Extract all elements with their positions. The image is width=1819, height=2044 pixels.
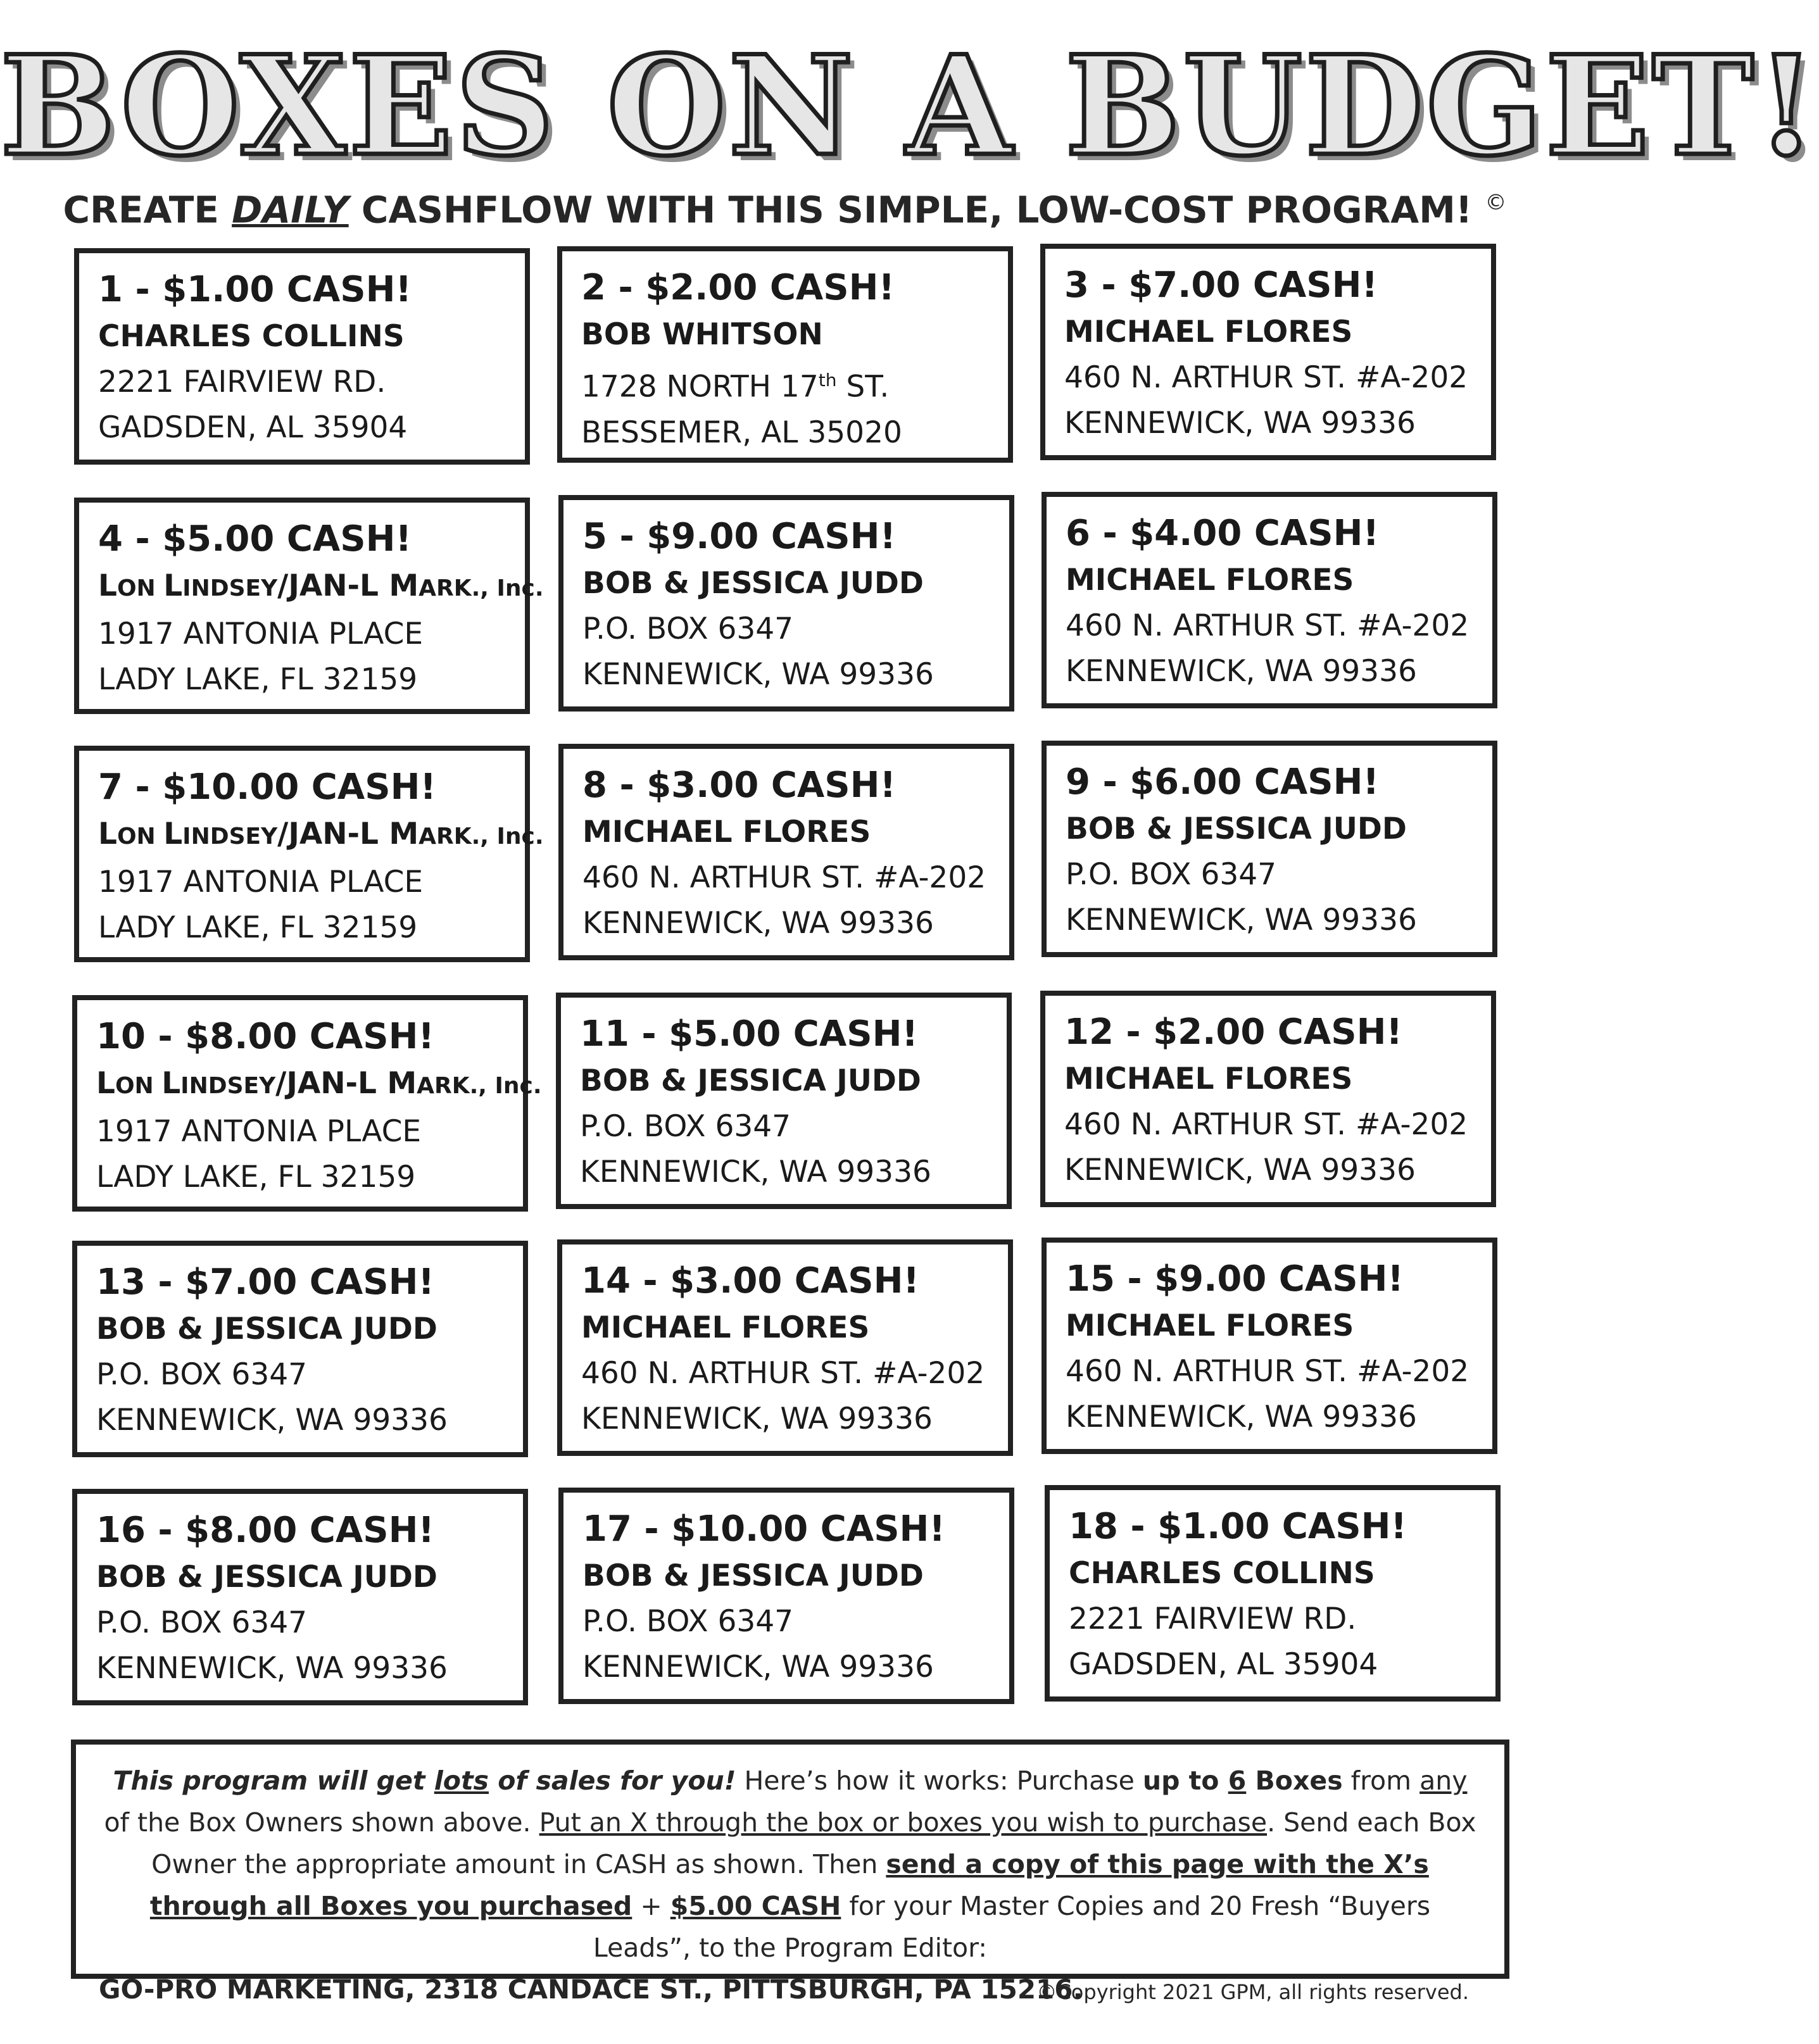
copyright-notice: ©Copyright 2021 GPM, all rights reserved. <box>1036 1980 1469 2004</box>
box-address: 460 N. ARTHUR ST. #A-202 <box>1064 360 1468 395</box>
copyright-mark: © <box>1485 190 1507 215</box>
instructions-box <box>71 1740 1509 2005</box>
box-owner: MICHAEL FLORES <box>1064 315 1353 349</box>
box-1[interactable] <box>74 248 530 465</box>
owner-part: ARK <box>419 575 472 601</box>
box-amount: 4 - $5.00 CASH! <box>98 518 412 560</box>
box-16[interactable] <box>72 1489 528 1705</box>
box-address: P.O. BOX 6347 <box>96 1357 308 1392</box>
box-address: 460 N. ARTHUR ST. #A-202 <box>1064 1107 1468 1142</box>
instr-part: + <box>632 1891 670 1921</box>
box-address: 460 N. ARTHUR ST. #A-202 <box>1066 1354 1470 1389</box>
box-owner: MICHAEL FLORES <box>1066 1308 1354 1343</box>
box-2[interactable] <box>557 246 1013 463</box>
box-7[interactable] <box>74 746 544 962</box>
owner-part: ON <box>116 575 164 601</box>
box-amount: 8 - $3.00 CASH! <box>582 765 897 806</box>
box-3[interactable] <box>1040 244 1496 460</box>
box-owner <box>96 1061 542 1109</box>
box-18[interactable] <box>1045 1485 1501 1702</box>
owner-part: ARK <box>417 1073 470 1099</box>
box-13[interactable] <box>72 1241 528 1457</box>
address-part: ST. <box>836 369 890 404</box>
owner-part: L <box>163 817 183 851</box>
box-city: KENNEWICK, WA 99336 <box>96 1403 448 1438</box>
box-amount: 18 - $1.00 CASH! <box>1069 1506 1407 1547</box>
box-8[interactable] <box>558 744 1014 960</box>
box-city: KENNEWICK, WA 99336 <box>580 1155 931 1189</box>
instr-part: . Send each Box Owner the appropriate amount in CASH as shown. Then <box>151 1807 1476 1879</box>
instr-part: send a copy of this page with the X’s through all Boxes you purchased <box>149 1849 1429 1921</box>
box-amount: 5 - $9.00 CASH! <box>582 516 897 557</box>
subtitle-text: CASHFLOW WITH THIS SIMPLE, LOW-COST PROGRAM! <box>348 188 1473 232</box>
instructions-text <box>99 1760 1482 1969</box>
owner-part: L <box>98 568 117 603</box>
instr-part: up to <box>1142 1765 1228 1796</box>
box-6[interactable] <box>1042 492 1497 708</box>
box-owner <box>98 812 544 860</box>
box-city: KENNEWICK, WA 99336 <box>582 657 934 692</box>
owner-part: ON <box>116 824 164 850</box>
owner-part: ., Inc. <box>471 575 544 601</box>
box-city: GADSDEN, AL 35904 <box>98 410 408 445</box>
box-city: LADY LAKE, FL 32159 <box>98 662 418 697</box>
owner-part: ., Inc. <box>469 1073 542 1099</box>
box-city: KENNEWICK, WA 99336 <box>1064 1153 1416 1188</box>
box-owner: MICHAEL FLORES <box>1064 1062 1353 1096</box>
box-address: 2221 FAIRVIEW RD. <box>98 365 386 399</box>
address-part: 1728 NORTH 17 <box>581 369 819 404</box>
instr-part: of sales for you! <box>488 1765 736 1796</box>
instr-part: Put an X through the box or boxes you wish to purchase <box>539 1807 1268 1838</box>
page-title: BOXES ON A BUDGET! <box>0 25 1819 186</box>
instr-part: 6 <box>1228 1765 1247 1796</box>
subtitle-daily: DAILY <box>232 188 349 232</box>
box-owner: MICHAEL FLORES <box>582 815 871 850</box>
box-9[interactable] <box>1042 741 1497 957</box>
instr-part: $5.00 CASH <box>670 1891 841 1921</box>
owner-part: ON <box>115 1073 162 1099</box>
box-city: LADY LAKE, FL 32159 <box>98 910 418 945</box>
box-city: KENNEWICK, WA 99336 <box>581 1401 933 1436</box>
box-address <box>581 358 1008 410</box>
box-city: BESSEMER, AL 35020 <box>581 415 902 450</box>
box-city: KENNEWICK, WA 99336 <box>582 1650 934 1684</box>
box-owner <box>98 563 544 611</box>
owner-part: ARK <box>419 824 472 850</box>
box-address: 2221 FAIRVIEW RD. <box>1069 1602 1357 1636</box>
address-ordinal: th <box>818 370 837 391</box>
box-amount: 10 - $8.00 CASH! <box>96 1016 434 1057</box>
box-amount: 7 - $10.00 CASH! <box>98 767 436 808</box>
owner-part: INDSEY <box>182 824 278 850</box>
box-amount: 17 - $10.00 CASH! <box>582 1508 945 1550</box>
box-17[interactable] <box>558 1488 1014 1704</box>
instr-part: Here’s how it works: Purchase <box>736 1765 1143 1796</box>
box-address: 1917 ANTONIA PLACE <box>96 1114 422 1149</box>
instr-part: lots <box>434 1765 489 1796</box>
owner-part: /JAN-L M <box>277 817 419 851</box>
instr-part: of the Box Owners shown above. <box>104 1807 539 1838</box>
box-owner: BOB WHITSON <box>581 317 823 352</box>
box-11[interactable] <box>556 993 1012 1209</box>
box-city: KENNEWICK, WA 99336 <box>1066 903 1417 937</box>
box-10[interactable] <box>72 995 542 1212</box>
box-city: KENNEWICK, WA 99336 <box>1064 406 1416 441</box>
box-amount: 15 - $9.00 CASH! <box>1066 1258 1404 1300</box>
box-owner: BOB & JESSICA JUDD <box>96 1312 437 1346</box>
box-owner: BOB & JESSICA JUDD <box>1066 812 1407 846</box>
box-amount: 3 - $7.00 CASH! <box>1064 265 1378 306</box>
box-4[interactable] <box>74 498 544 714</box>
box-city: LADY LAKE, FL 32159 <box>96 1160 416 1194</box>
box-amount: 2 - $2.00 CASH! <box>581 267 895 308</box>
box-owner: MICHAEL FLORES <box>581 1310 870 1345</box>
editor-line <box>99 1969 1482 2010</box>
instr-part: This program will get <box>113 1765 434 1796</box>
box-amount: 1 - $1.00 CASH! <box>98 269 412 310</box>
owner-part: INDSEY <box>180 1073 276 1099</box>
box-address: P.O. BOX 6347 <box>1066 857 1277 892</box>
box-city: KENNEWICK, WA 99336 <box>1066 1400 1417 1434</box>
box-owner: BOB & JESSICA JUDD <box>580 1063 921 1098</box>
box-address: P.O. BOX 6347 <box>582 611 794 646</box>
subtitle-text: CREATE <box>63 188 232 232</box>
box-city: KENNEWICK, WA 99336 <box>1066 654 1417 689</box>
owner-part: /JAN-L M <box>275 1066 417 1101</box>
box-12[interactable] <box>1040 991 1496 1207</box>
box-address: 460 N. ARTHUR ST. #A-202 <box>1066 608 1470 643</box>
box-amount: 14 - $3.00 CASH! <box>581 1260 919 1301</box>
owner-part: INDSEY <box>182 575 278 601</box>
box-address: 460 N. ARTHUR ST. #A-202 <box>581 1356 985 1391</box>
instr-part: for your Master Copies and 20 Fresh “Buyers Leads”, to the Program Editor: <box>593 1891 1431 1963</box>
box-15[interactable] <box>1042 1238 1497 1454</box>
box-owner: BOB & JESSICA JUDD <box>96 1560 437 1595</box>
box-amount: 16 - $8.00 CASH! <box>96 1510 434 1551</box>
box-city: KENNEWICK, WA 99336 <box>96 1651 448 1686</box>
owner-part: L <box>98 817 117 851</box>
box-owner: MICHAEL FLORES <box>1066 563 1354 598</box>
owner-part: L <box>161 1066 181 1101</box>
box-address: 460 N. ARTHUR ST. #A-202 <box>582 860 986 895</box>
box-5[interactable] <box>558 495 1014 712</box>
box-city: GADSDEN, AL 35904 <box>1069 1647 1378 1682</box>
box-address: 1917 ANTONIA PLACE <box>98 617 424 651</box>
box-amount: 9 - $6.00 CASH! <box>1066 762 1380 803</box>
box-city: KENNEWICK, WA 99336 <box>582 906 934 941</box>
box-address: P.O. BOX 6347 <box>580 1109 791 1144</box>
box-address: 1917 ANTONIA PLACE <box>98 865 424 900</box>
box-14[interactable] <box>557 1239 1013 1456</box>
box-owner: BOB & JESSICA JUDD <box>582 566 924 601</box>
box-address: P.O. BOX 6347 <box>96 1605 308 1640</box>
owner-part: ., Inc. <box>471 824 544 850</box>
box-amount: 11 - $5.00 CASH! <box>580 1013 918 1055</box>
instr-part: from <box>1342 1765 1420 1796</box>
box-owner: CHARLES COLLINS <box>1069 1556 1375 1591</box>
box-owner: CHARLES COLLINS <box>98 319 405 354</box>
owner-part: /JAN-L M <box>277 568 419 603</box>
instr-part: any <box>1419 1765 1468 1796</box>
instr-part: Boxes <box>1246 1765 1343 1796</box>
box-address: P.O. BOX 6347 <box>582 1604 794 1639</box>
box-amount: 6 - $4.00 CASH! <box>1066 513 1380 554</box>
box-owner: BOB & JESSICA JUDD <box>582 1558 924 1593</box>
box-amount: 12 - $2.00 CASH! <box>1064 1012 1402 1053</box>
owner-part: L <box>163 568 183 603</box>
program-editor-address: GO-PRO MARKETING, 2318 CANDACE ST., PITTSBURGH, PA 15216. <box>99 1974 1083 2005</box>
box-amount: 13 - $7.00 CASH! <box>96 1262 434 1303</box>
owner-part: L <box>96 1066 115 1101</box>
